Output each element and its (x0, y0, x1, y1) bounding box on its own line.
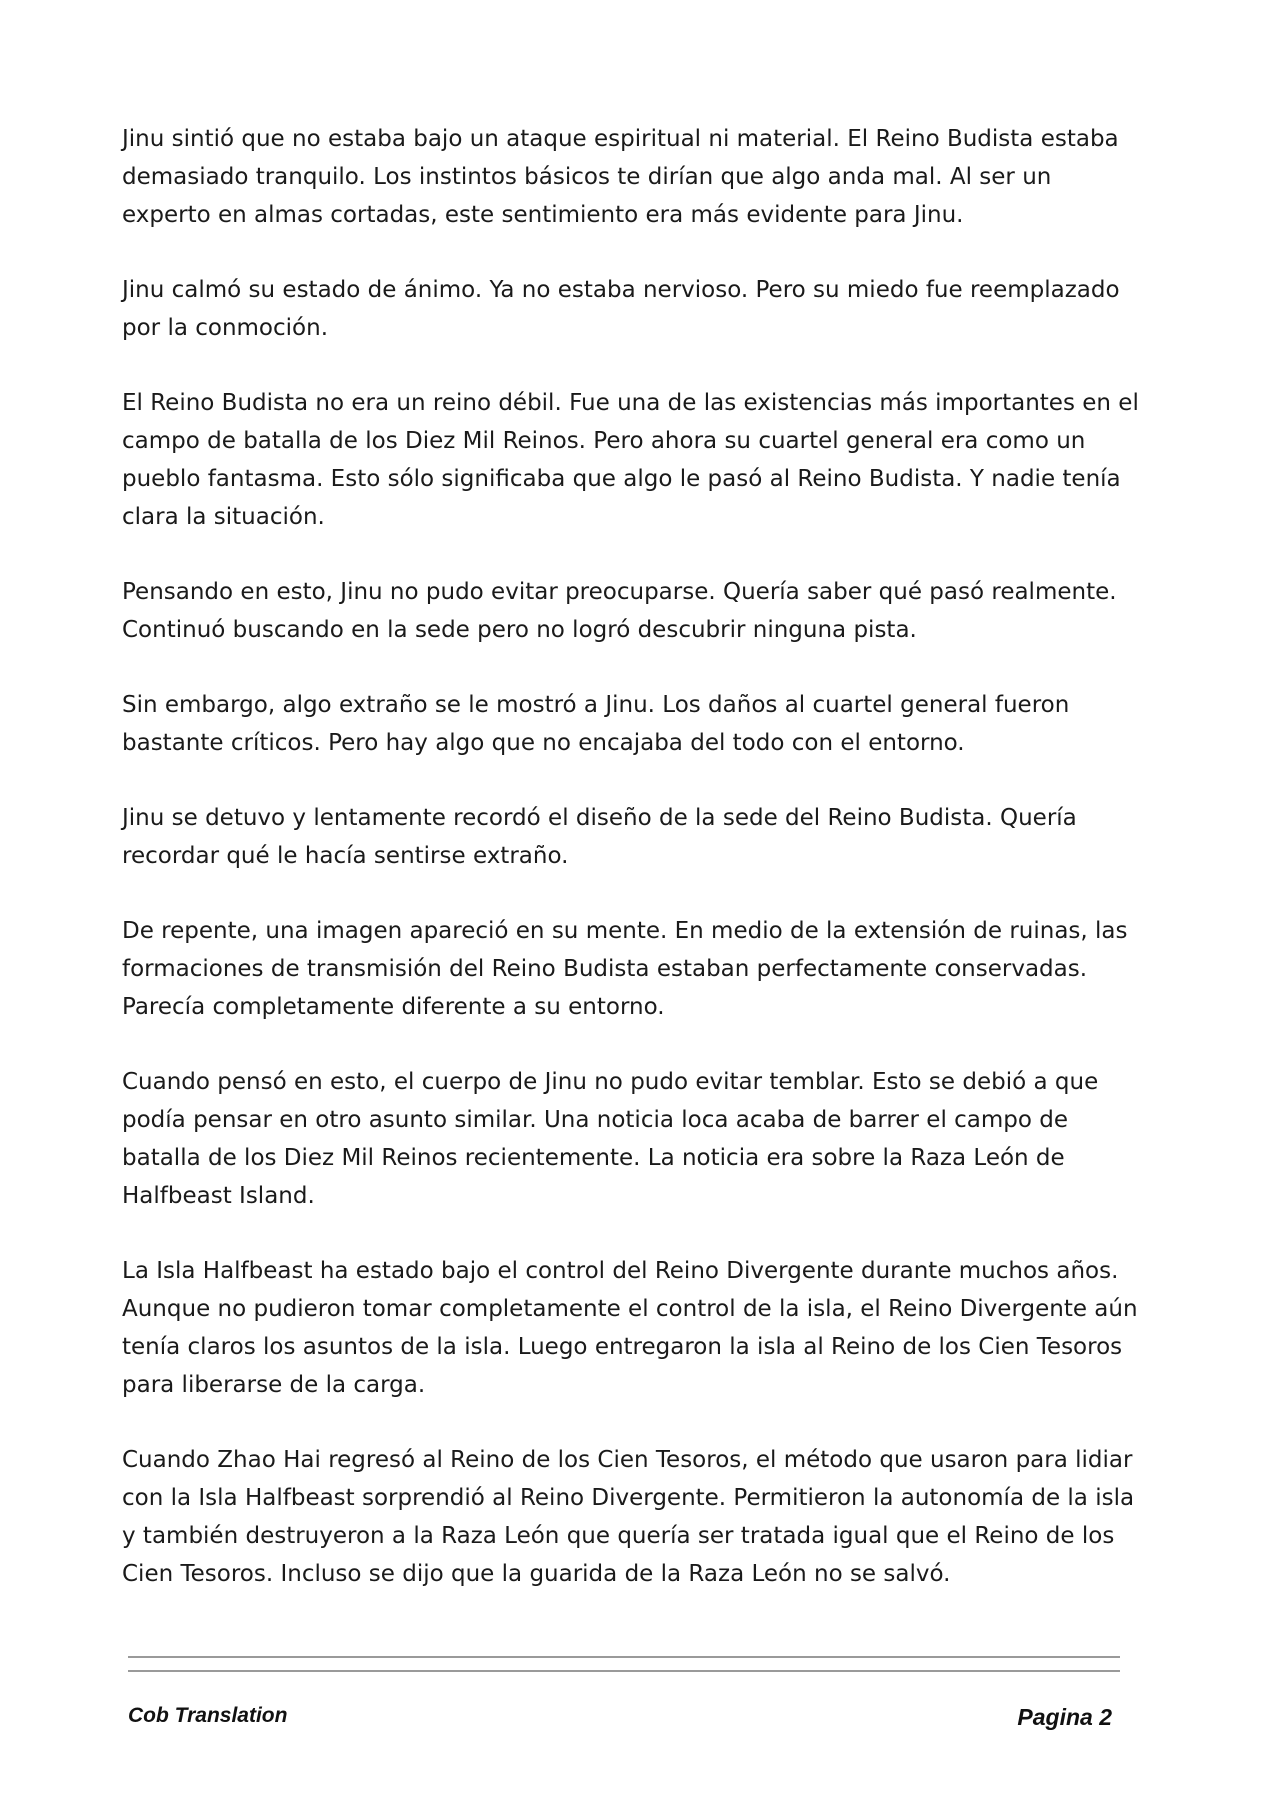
document-body (122, 120, 1142, 1630)
footer-page-number: Pagina 2 (1017, 1704, 1112, 1730)
paragraph: Jinu sintió que no estaba bajo un ataque espiritual ni material. El Reino Budista estaba demasiado tranquilo. Los instintos básicos te dirían que algo anda mal. Al ser un experto en almas cortadas, este sentimiento era más evidente para Jinu. (122, 126, 1119, 228)
paragraph: De repente, una imagen apareció en su mente. En medio de la extensión de ruinas, las formaciones de transmisión del Reino Budista estaban perfectamente conservadas. Parecía completamente diferente a su entorno. (122, 918, 1128, 1020)
paragraph: Jinu calmó su estado de ánimo. Ya no estaba nervioso. Pero su miedo fue reemplazado por la conmoción. (122, 277, 1120, 341)
paragraph: Cuando Zhao Hai regresó al Reino de los Cien Tesoros, el método que usaron para lidiar con la Isla Halfbeast sorprendió al Reino Divergente. Permitieron la autonomía de la isla y también destruyeron a la Raza León que quería ser tratada igual que el Reino de los Cien Tesoros. Incluso se dijo que la guarida de la Raza León no se salvó. (122, 1447, 1135, 1587)
footer-translator-credit: Cob Translation (128, 1704, 288, 1727)
paragraph: La Isla Halfbeast ha estado bajo el control del Reino Divergente durante muchos años. Aunque no pudieron tomar completamente el control de la isla, el Reino Divergente aún tenía claros los asuntos de la isla. Luego entregaron la isla al Reino de los Cien Tesoros para liberarse de la carga. (122, 1258, 1138, 1398)
footer-divider-top (128, 1656, 1120, 1658)
paragraph: Cuando pensó en esto, el cuerpo de Jinu no pudo evitar temblar. Esto se debió a que podía pensar en otro asunto similar. Una noticia loca acaba de barrer el campo de batalla de los Diez Mil Reinos recientemente. La noticia era sobre la Raza León de Halfbeast Island. (122, 1069, 1099, 1209)
footer-divider-bottom (128, 1670, 1120, 1672)
paragraph: Jinu se detuvo y lentamente recordó el diseño de la sede del Reino Budista. Quería recordar qué le hacía sentirse extraño. (122, 805, 1077, 869)
paragraph: El Reino Budista no era un reino débil. Fue una de las existencias más importantes en el campo de batalla de los Diez Mil Reinos. Pero ahora su cuartel general era como un pueblo fantasma. Esto sólo significaba que algo le pasó al Reino Budista. Y nadie tenía clara la situación. (122, 390, 1139, 530)
paragraph: Sin embargo, algo extraño se le mostró a Jinu. Los daños al cuartel general fueron bastante críticos. Pero hay algo que no encajaba del todo con el entorno. (122, 692, 1070, 756)
paragraph: Pensando en esto, Jinu no pudo evitar preocuparse. Quería saber qué pasó realmente. Continuó buscando en la sede pero no logró descubrir ninguna pista. (122, 579, 1117, 643)
